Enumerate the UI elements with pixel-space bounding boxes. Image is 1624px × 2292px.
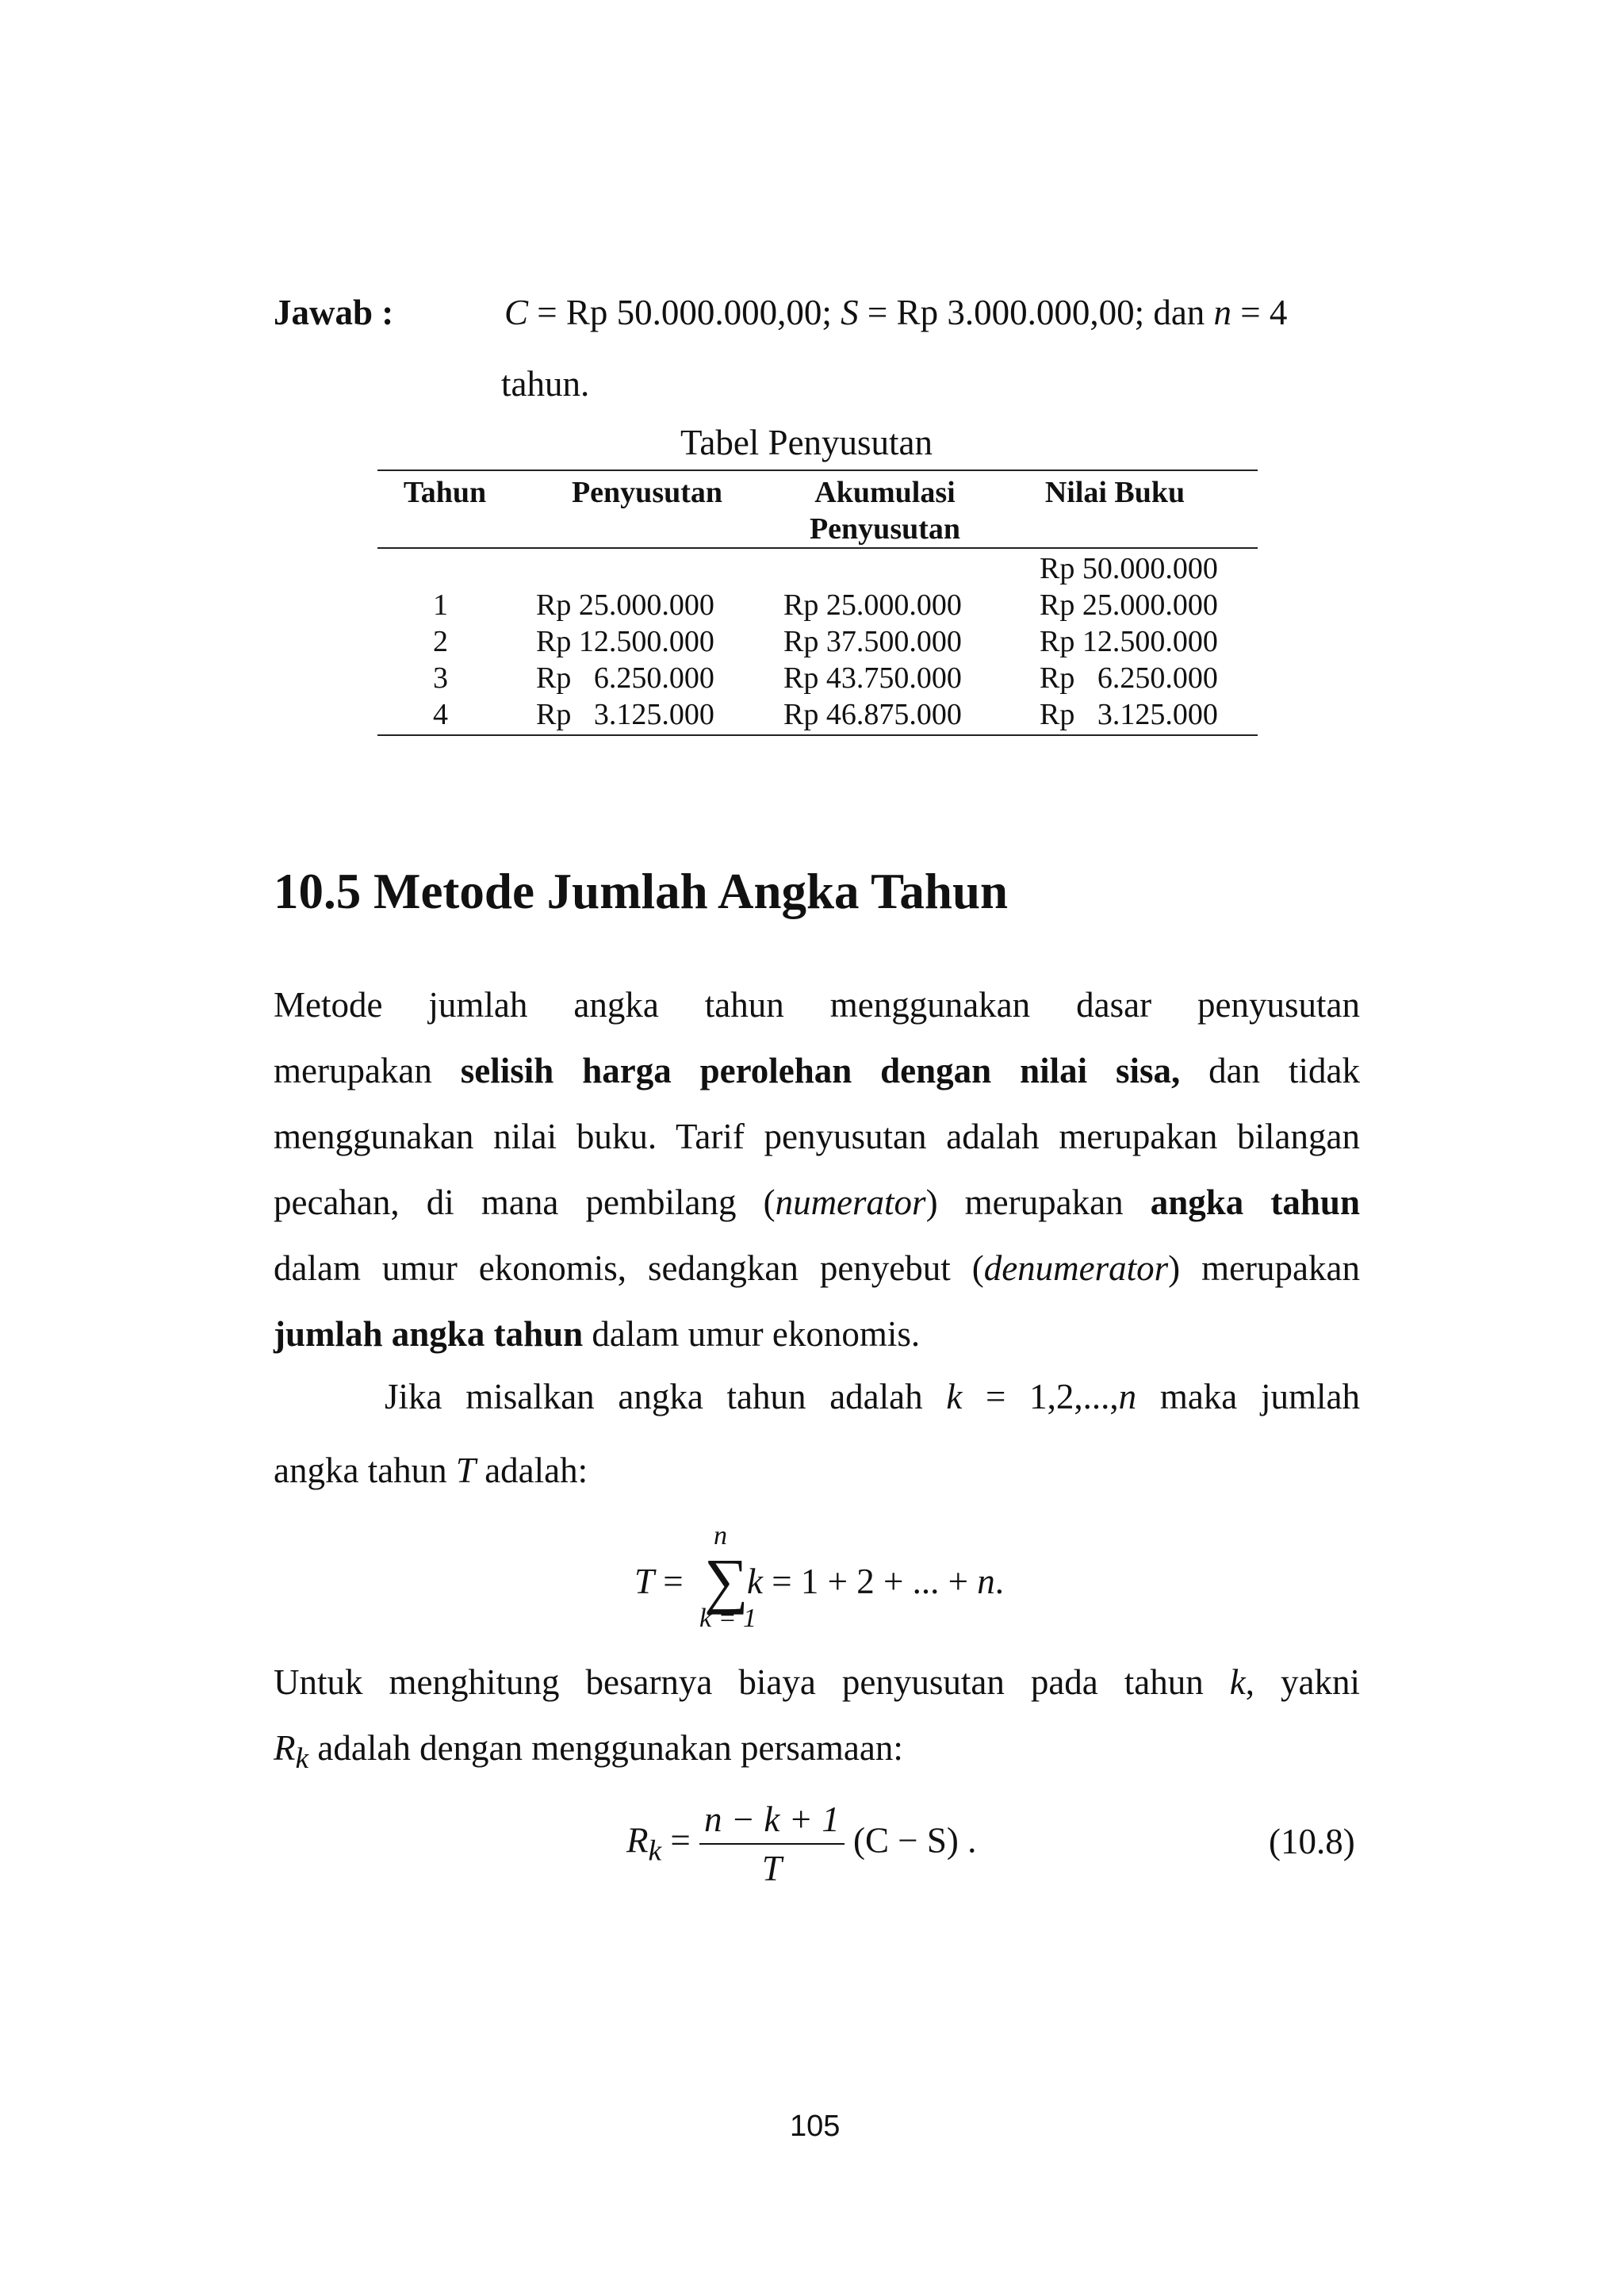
table-row: 3 [433,661,448,695]
table-cell: Rp 43.750.000 [783,661,962,695]
table-cell: Rp 3.125.000 [1040,698,1218,731]
paragraph-rk-intro [274,1650,1360,1781]
text-line: Metode jumlah angka tahun menggunakan dasar penyusutan [274,985,1360,1025]
var-n: n [1213,293,1232,332]
equation-number: (10.8) [1269,1822,1355,1861]
var-c: C [504,293,529,332]
var-s: S [841,293,859,332]
fraction-numerator: n − k + 1 [699,1799,845,1845]
text-line: pecahan, di mana pembilang (numerator) merupakan angka tahun [274,1182,1360,1222]
text-line: dalam umur ekonomis, sedangkan penyebut (denumerator) merupakan [274,1248,1360,1288]
table-cell: Rp 12.500.000 [536,625,714,658]
text-line: $R_k$ adalah dengan menggunakan persamaan: [274,1728,903,1775]
sum-rhs: k = 1 + 2 + ... + n. [747,1562,1004,1601]
text-line: menggunakan nilai buku. Tarif penyusutan adalah merupakan bilangan [274,1117,1360,1156]
rk-rhs: (C − S) . [853,1820,977,1861]
rk-formula: $R_k$ = $\frac{n - k + 1}{T}$ (C − S) . [626,1799,977,1888]
paragraph-method-description [274,972,1360,1367]
table-cell: Rp 46.875.000 [783,698,962,731]
text-line: Jika misalkan angka tahun adalah k = 1,2,...,n maka jumlah [385,1377,1360,1416]
table-cell: Rp 3.125.000 [536,698,714,731]
table-row: 4 [433,698,448,731]
page-number: 105 [790,2110,841,2143]
answer-continuation: tahun. [501,364,590,404]
header-akumulasi: Akumulasi Penyusutan [809,476,961,546]
table-cell: Rp 25.000.000 [536,588,714,622]
table-row: 2 [433,625,448,658]
header-tahun: Tahun [403,476,487,509]
text-line: jumlah angka tahun dalam umur ekonomis. [274,1314,921,1354]
answer-n-value: = 4 [1231,293,1288,332]
table-cell: Rp 25.000.000 [1040,588,1218,622]
header-nilai-buku: Nilai Buku [1044,476,1185,509]
table-row: 1 [433,588,448,622]
sum-expression: T = [634,1562,684,1601]
fraction-denominator: T [761,1849,782,1888]
answer-s-value: = Rp 3.000.000,00; dan [858,293,1214,332]
header-penyusutan: Penyusutan [571,476,723,509]
table-header-rule [377,547,1258,549]
table-bottom-rule [377,734,1258,736]
paragraph-sum-definition [274,1364,1360,1504]
answer-givens [504,292,1287,333]
sigma-symbol: ∑ [704,1546,749,1615]
table-top-rule [377,470,1258,471]
fraction [699,1799,845,1889]
table-caption: Tabel Penyusutan [680,423,933,462]
sum-upper-limit: n [714,1521,727,1550]
initial-book-value: Rp 50.000.000 [1040,552,1218,585]
section-heading: 10.5 Metode Jumlah Angka Tahun [274,864,1009,919]
sum-lower-limit: k = 1 [699,1604,757,1633]
answer-label: Jawab : [274,293,394,332]
answer-c-value: = Rp 50.000.000,00; [528,293,841,332]
text-line: Untuk menghitung besarnya biaya penyusutan pada tahun k, yakni [274,1662,1360,1702]
table-cell: Rp 6.250.000 [1040,661,1218,695]
table-cell: Rp 6.250.000 [536,661,714,695]
text-line: angka tahun T adalah: [274,1451,588,1490]
table-cell: Rp 12.500.000 [1040,625,1218,658]
table-cell: Rp 37.500.000 [783,625,962,658]
table-cell: Rp 25.000.000 [783,588,962,622]
text-line: merupakan selisih harga perolehan dengan nilai sisa, dan tidak [274,1051,1360,1090]
